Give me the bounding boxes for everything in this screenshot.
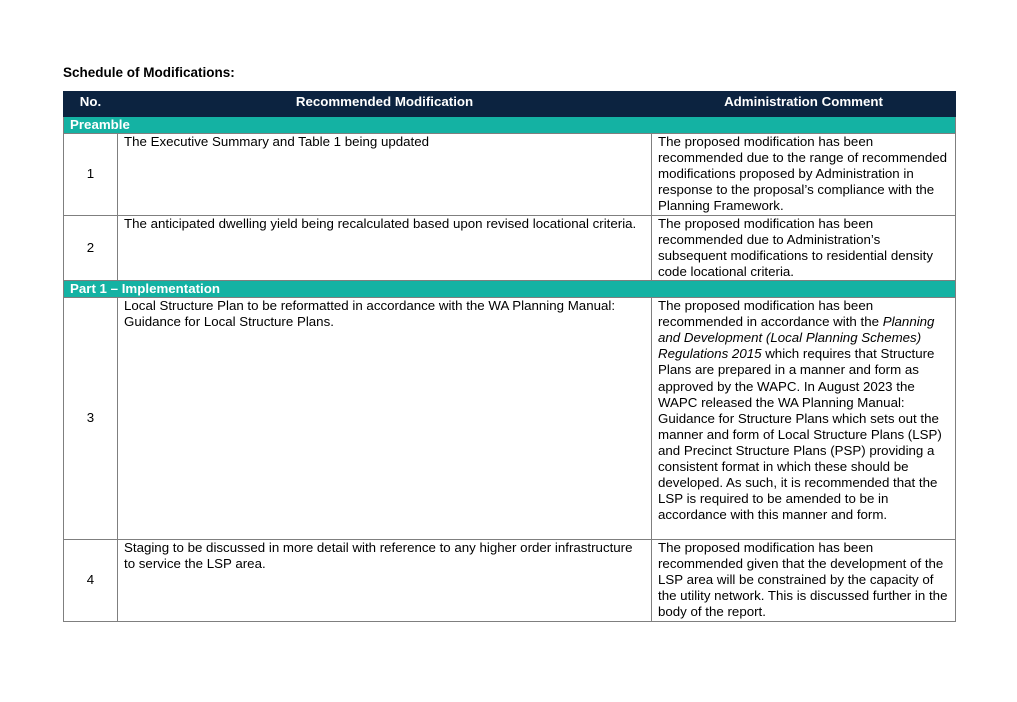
table-header-row xyxy=(64,92,956,117)
row-comment: The proposed modification has been recommended due to the range of recommended modifications proposed by Administration in response to the proposal’s compliance with the Planning Framework. xyxy=(652,134,956,215)
row-number: 1 xyxy=(64,134,118,215)
row-comment: The proposed modification has been recommended due to Administration’s subsequent modifications to residential density code locational criteria. xyxy=(652,215,956,280)
table-row xyxy=(64,215,956,280)
regulation-name: Planning and Development (Local Planning Schemes) Regulations 2015 xyxy=(658,314,935,362)
row-modification: The anticipated dwelling yield being recalculated based upon revised locational criteria. xyxy=(118,215,652,280)
row-comment: The proposed modification has been recommended given that the development of the LSP area will be constrained by the capacity of the utility network. This is discussed further in the body of the report. xyxy=(652,540,956,621)
section-label: Preamble xyxy=(64,117,956,134)
row-number: 3 xyxy=(64,298,118,540)
row-number: 4 xyxy=(64,540,118,621)
table-row xyxy=(64,540,956,621)
header-no: No. xyxy=(64,92,118,117)
comment-text: The proposed modification has been recommended in accordance with the xyxy=(658,298,879,330)
section-label: Part 1 – Implementation xyxy=(64,280,956,297)
row-number: 2 xyxy=(64,215,118,280)
document-title: Schedule of Modifications: xyxy=(63,65,235,80)
row-modification: Local Structure Plan to be reformatted in accordance with the WA Planning Manual: Guidance for Local Structure Plans. xyxy=(118,298,652,540)
section-row-part-1-implementation xyxy=(64,280,956,297)
table-row xyxy=(64,134,956,215)
section-row-preamble xyxy=(64,117,956,134)
table-row xyxy=(64,298,956,540)
header-administration-comment: Administration Comment xyxy=(652,92,956,117)
row-modification: Staging to be discussed in more detail with reference to any higher order infrastructure to service the LSP area. xyxy=(118,540,652,621)
header-recommended-modification: Recommended Modification xyxy=(118,92,652,117)
comment-text: which requires that Structure Plans are prepared in a manner and form as approved by the WAPC. In August 2023 the WAPC released the WA Planning Manual: Guidance for Structure Plans which sets out the manner and form of Local Structure Plans (LSP) and Precinct Structure Plans (PSP) providing a consistent format in which these should be developed. As such, it is recommended that the LSP is required to be amended to be in accordance with this manner and form. xyxy=(658,346,942,523)
row-modification: The Executive Summary and Table 1 being updated xyxy=(118,134,652,215)
modifications-table xyxy=(63,91,956,622)
row-comment xyxy=(652,298,956,540)
